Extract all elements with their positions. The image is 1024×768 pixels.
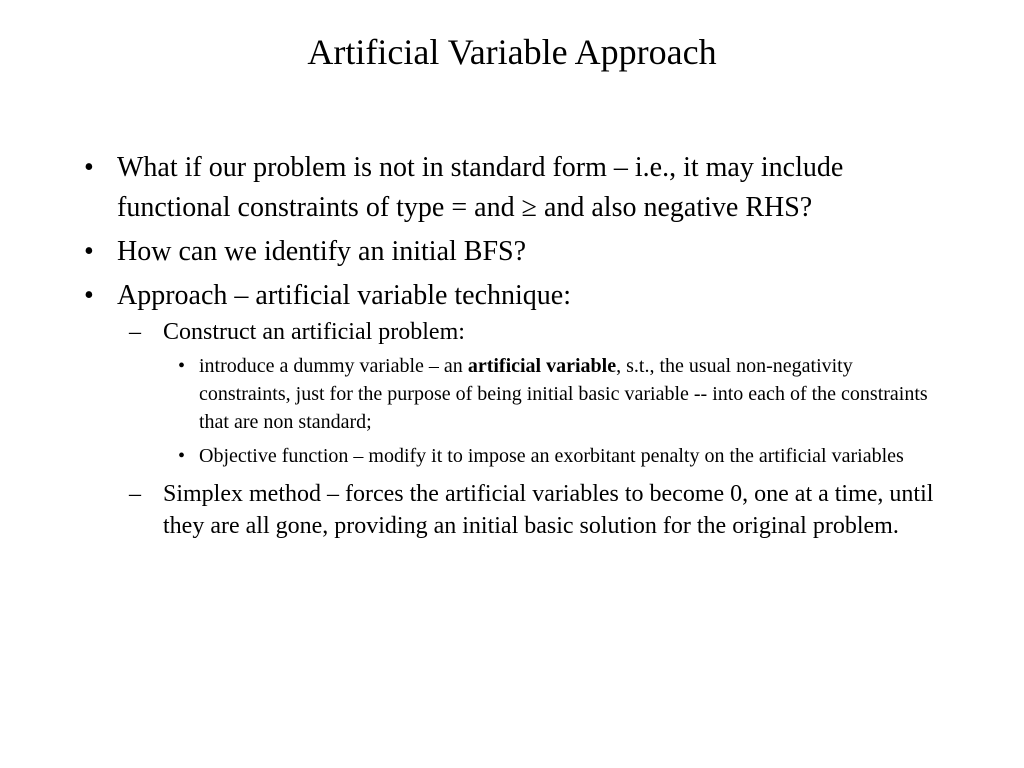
dash-marker: – bbox=[129, 481, 141, 507]
sub-sub-bullet-text bbox=[199, 355, 928, 433]
sub-bullet-item-simplex bbox=[129, 478, 934, 542]
bullet-marker: • bbox=[84, 236, 94, 267]
bullet-list bbox=[74, 148, 934, 542]
sub-sub-bullet-item-objective bbox=[173, 442, 934, 470]
bullet-marker: • bbox=[178, 355, 186, 377]
bullet-item-approach bbox=[74, 276, 934, 542]
bold-term: artificial variable bbox=[467, 355, 617, 377]
bullet-marker: • bbox=[178, 445, 186, 467]
text-after-bold: , s.t., the usual non-negativity constraints, just for the purpose of being initial basic variable -- into each of the constraints that are non standard; bbox=[199, 355, 928, 433]
bullet-marker: • bbox=[84, 152, 94, 183]
sub-bullet-item-construct bbox=[129, 316, 934, 470]
text-before-bold: introduce a dummy variable – an bbox=[199, 355, 468, 377]
bullet-text: What if our problem is not in standard form – i.e., it may include functional constraints of type = and ≥ and also negative RHS? bbox=[117, 152, 844, 223]
bullet-marker: • bbox=[84, 280, 94, 311]
sub-bullet-text: Simplex method – forces the artificial variables to become 0, one at a time, until they are all gone, providing an initial basic solution for the original problem. bbox=[163, 481, 934, 539]
slide-content bbox=[74, 148, 934, 547]
bullet-item-standard-form bbox=[74, 148, 934, 228]
sub-sub-bullet-text: Objective function – modify it to impose an exorbitant penalty on the artificial variables bbox=[199, 445, 904, 467]
bullet-text: How can we identify an initial BFS? bbox=[117, 236, 527, 267]
bullet-item-initial-bfs bbox=[74, 232, 934, 272]
bullet-text: Approach – artificial variable technique: bbox=[117, 280, 572, 311]
sub-bullet-list bbox=[129, 316, 934, 542]
sub-bullet-text: Construct an artificial problem: bbox=[163, 319, 465, 345]
dash-marker: – bbox=[129, 319, 141, 345]
slide-title: Artificial Variable Approach bbox=[307, 32, 717, 72]
sub-sub-bullet-list bbox=[173, 352, 934, 470]
sub-sub-bullet-item-dummy-variable bbox=[173, 352, 934, 436]
